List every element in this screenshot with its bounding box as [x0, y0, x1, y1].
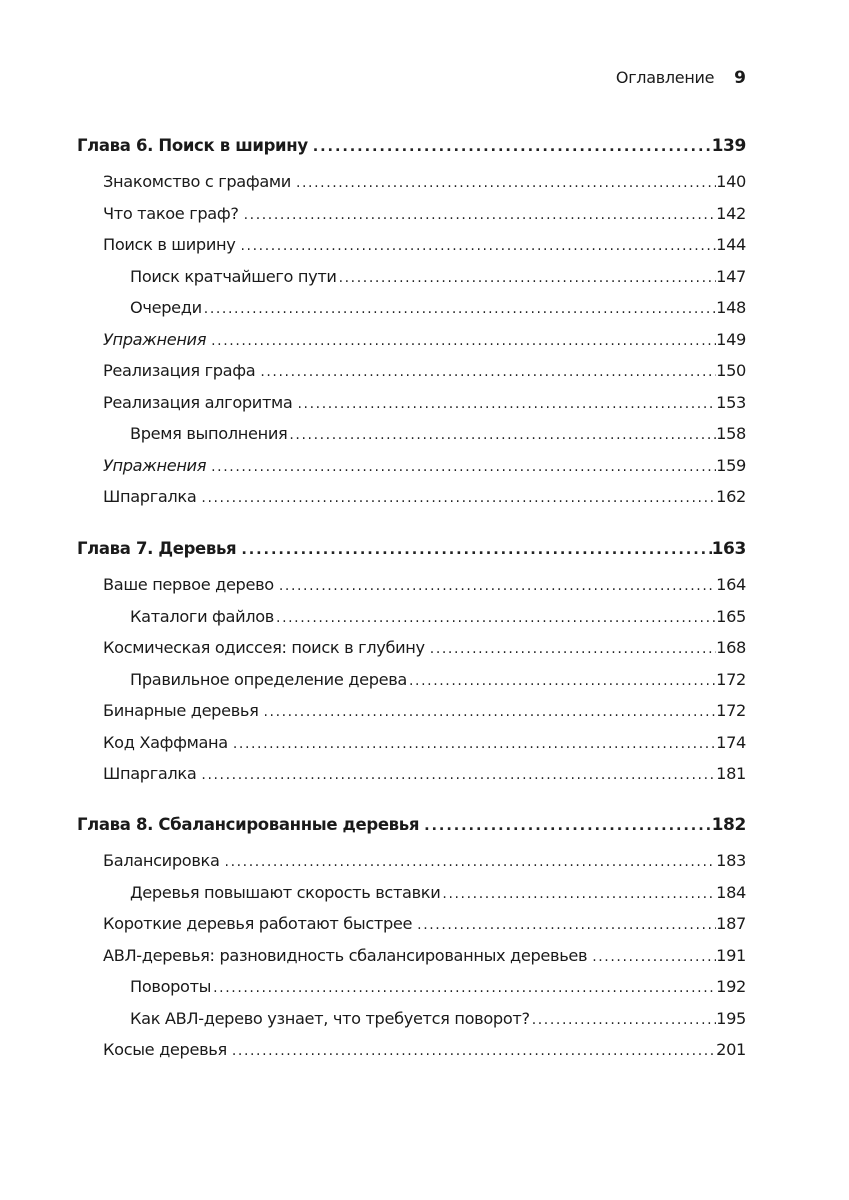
toc-section-entry[interactable]: [103, 851, 746, 870]
leader-dots: [419, 818, 711, 834]
entry-title: Повороты: [130, 977, 212, 996]
chapter-heading[interactable]: [77, 539, 746, 559]
entry-title: Что такое граф?: [103, 203, 239, 223]
leader-dots: [255, 364, 716, 380]
entry-page-number: 187: [716, 914, 746, 933]
chapter-title: Глава 6. Поиск в ширину: [77, 136, 308, 155]
entry-title: Поиск в ширину: [103, 235, 236, 254]
leader-dots: [274, 610, 716, 626]
running-header: [616, 68, 746, 88]
entry-page-number: 195: [716, 1008, 746, 1028]
chapter-page-number: 163: [711, 539, 746, 559]
toc-subsection-entry[interactable]: [130, 298, 746, 317]
entry-title: Бинарные деревья: [103, 701, 259, 720]
toc-section-entry[interactable]: [103, 172, 746, 191]
entry-page-number: 144: [716, 235, 746, 254]
toc-subsection-entry[interactable]: [130, 607, 746, 626]
chapter-page-number: 139: [711, 136, 746, 156]
entry-page-number: 174: [716, 732, 746, 752]
entry-title: Косые деревья: [103, 1040, 227, 1059]
leader-dots: [293, 396, 717, 412]
toc-section-entry[interactable]: [103, 456, 746, 475]
entry-title: АВЛ-деревья: разновидность сбалансированных деревьев: [103, 945, 588, 965]
entry-title: Упражнения: [103, 329, 207, 349]
entry-title: Время выполнения: [130, 424, 288, 443]
entry-title: Как АВЛ-дерево узнает, что требуется поворот?: [130, 1008, 530, 1028]
entry-page-number: 142: [716, 203, 746, 223]
toc-section-entry[interactable]: [103, 393, 746, 412]
entry-title: Поиск кратчайшего пути: [130, 266, 337, 286]
entry-title: Знакомство с графами: [103, 172, 291, 191]
entry-page-number: 149: [716, 329, 746, 349]
toc-section-entry[interactable]: [103, 914, 746, 933]
entry-page-number: 150: [716, 361, 746, 380]
leader-dots: [196, 767, 716, 783]
chapter-heading[interactable]: [77, 815, 746, 835]
leader-dots: [308, 139, 712, 155]
entry-page-number: 140: [716, 172, 746, 191]
entry-page-number: 147: [716, 266, 746, 286]
leader-dots: [291, 175, 716, 191]
toc-subsection-entry[interactable]: [130, 883, 746, 902]
toc-section-entry[interactable]: [103, 733, 746, 752]
entry-page-number: 201: [716, 1040, 746, 1059]
entry-page-number: 162: [716, 487, 746, 506]
entry-title: Ваше первое дерево: [103, 575, 274, 594]
entry-page-number: 191: [716, 945, 746, 965]
leader-dots: [407, 673, 716, 689]
leader-dots: [425, 641, 716, 657]
chapter-page-number: 182: [711, 815, 746, 835]
leader-dots: [587, 949, 716, 965]
leader-dots: [196, 490, 716, 506]
leader-dots: [236, 542, 711, 558]
entry-title: Код Хаффмана: [103, 732, 228, 752]
leader-dots: [337, 270, 717, 286]
entry-page-number: 172: [716, 669, 746, 689]
entry-page-number: 184: [716, 882, 746, 902]
leader-dots: [220, 854, 717, 870]
entry-page-number: 165: [716, 606, 746, 626]
toc-section-entry[interactable]: [103, 235, 746, 254]
toc-subsection-entry[interactable]: [130, 670, 746, 689]
leader-dots: [206, 459, 716, 475]
entry-page-number: 148: [716, 298, 746, 317]
entry-page-number: 164: [716, 575, 746, 594]
leader-dots: [258, 704, 716, 720]
running-header-page-number: 9: [734, 68, 746, 88]
toc-section-entry[interactable]: [103, 204, 746, 223]
entry-title: Упражнения: [103, 455, 207, 475]
toc-subsection-entry[interactable]: [130, 1009, 746, 1028]
entry-title: Балансировка: [103, 851, 220, 870]
toc-subsection-entry[interactable]: [130, 977, 746, 996]
leader-dots: [530, 1012, 716, 1028]
leader-dots: [239, 207, 717, 223]
chapter-title: Глава 8. Сбалансированные деревья: [77, 815, 420, 834]
entry-page-number: 158: [716, 424, 746, 443]
toc-subsection-entry[interactable]: [130, 267, 746, 286]
toc-section-entry[interactable]: [103, 701, 746, 720]
entry-title: Реализация алгоритма: [103, 392, 293, 412]
toc-section-entry[interactable]: [103, 330, 746, 349]
leader-dots: [440, 886, 716, 902]
toc-section-entry[interactable]: [103, 361, 746, 380]
entry-title: Шпаргалка: [103, 764, 197, 783]
entry-page-number: 183: [716, 851, 746, 870]
entry-title: Шпаргалка: [103, 487, 197, 506]
toc-section-entry[interactable]: [103, 764, 746, 783]
toc-section-entry[interactable]: [103, 575, 746, 594]
entry-page-number: 153: [716, 392, 746, 412]
leader-dots: [211, 980, 716, 996]
entry-title: Реализация графа: [103, 361, 256, 380]
running-header-title: Оглавление: [615, 68, 715, 87]
leader-dots: [412, 917, 716, 933]
toc-section-entry[interactable]: [103, 487, 746, 506]
leader-dots: [236, 238, 717, 254]
chapter-heading[interactable]: [77, 136, 746, 156]
entry-page-number: 168: [716, 638, 746, 657]
entry-title: Деревья повышают скорость вставки: [130, 882, 441, 902]
toc-section-entry[interactable]: [103, 638, 746, 657]
entry-page-number: 172: [716, 701, 746, 720]
toc-section-entry[interactable]: [103, 946, 746, 965]
entry-title: Короткие деревья работают быстрее: [103, 914, 413, 933]
entry-title: Очереди: [130, 298, 202, 317]
entry-page-number: 181: [716, 764, 746, 783]
toc-subsection-entry[interactable]: [130, 424, 746, 443]
leader-dots: [206, 333, 716, 349]
leader-dots: [228, 736, 716, 752]
chapter-title: Глава 7. Деревья: [77, 539, 237, 558]
entry-title: Правильное определение дерева: [130, 669, 407, 689]
toc-section-entry[interactable]: [103, 1040, 746, 1059]
leader-dots: [287, 427, 716, 443]
entry-title: Каталоги файлов: [130, 606, 275, 626]
entry-title: Космическая одиссея: поиск в глубину: [103, 638, 425, 657]
leader-dots: [202, 301, 716, 317]
entry-page-number: 159: [716, 455, 746, 475]
leader-dots: [274, 578, 716, 594]
leader-dots: [227, 1043, 716, 1059]
entry-page-number: 192: [716, 977, 746, 996]
